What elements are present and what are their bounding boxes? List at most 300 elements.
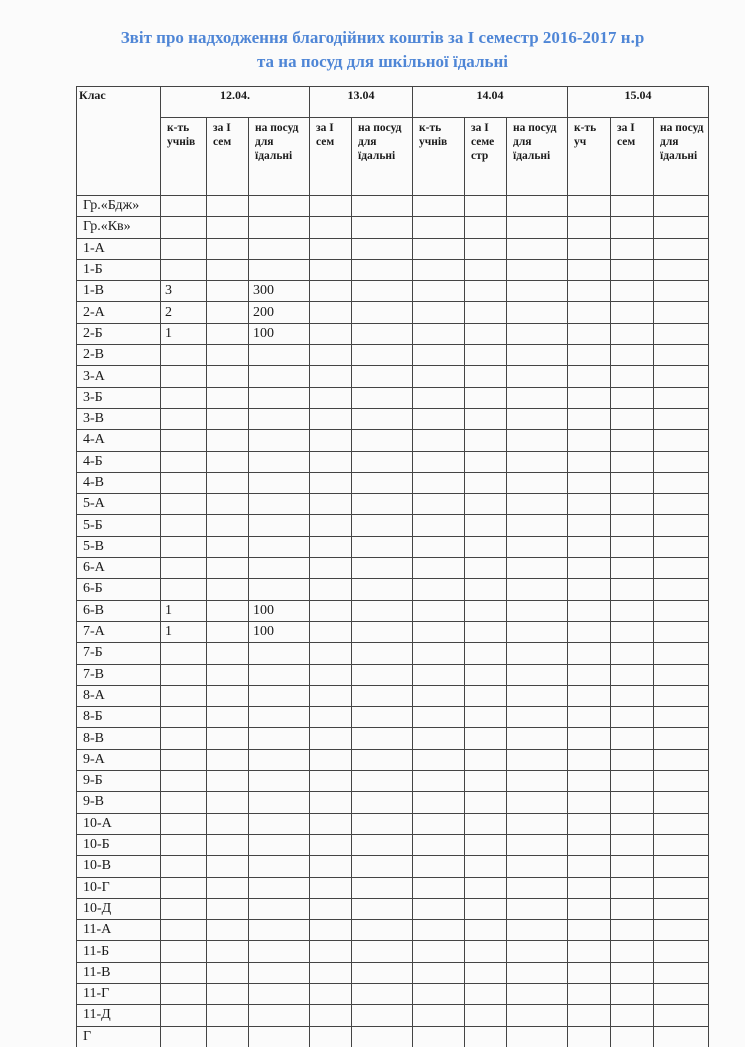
report-title [60,26,705,74]
empty-cell [568,728,611,749]
empty-cell [352,196,413,217]
empty-cell [568,983,611,1004]
empty-cell [310,920,352,941]
empty-cell [568,1026,611,1047]
student-count-cell [161,259,207,280]
class-name-cell: 2-Б [77,323,161,344]
empty-cell [654,323,709,344]
empty-cell [611,664,654,685]
table-row [77,898,709,919]
empty-cell [207,345,249,366]
empty-cell [507,856,568,877]
empty-cell [413,664,465,685]
student-count-cell [161,430,207,451]
empty-cell [465,813,507,834]
empty-cell [611,771,654,792]
empty-cell [413,962,465,983]
empty-cell [568,536,611,557]
empty-cell [413,259,465,280]
empty-cell [207,920,249,941]
empty-cell [352,217,413,238]
empty-cell [654,579,709,600]
class-name-cell: 6-В [77,600,161,621]
empty-cell [310,579,352,600]
student-count-cell [161,1005,207,1026]
empty-cell [507,685,568,706]
empty-cell [310,962,352,983]
empty-cell [207,707,249,728]
empty-cell [310,345,352,366]
empty-cell [611,962,654,983]
empty-cell [654,792,709,813]
empty-cell [352,600,413,621]
empty-cell [310,834,352,855]
empty-cell [568,643,611,664]
empty-cell [507,217,568,238]
empty-cell [654,898,709,919]
empty-cell [654,196,709,217]
class-name-cell: 10-Б [77,834,161,855]
empty-cell [352,1026,413,1047]
dishes-amount-cell [249,536,310,557]
empty-cell [465,558,507,579]
empty-cell [611,515,654,536]
empty-cell [507,451,568,472]
empty-cell [507,238,568,259]
empty-cell [465,217,507,238]
empty-cell [465,834,507,855]
empty-cell [413,707,465,728]
table-row [77,856,709,877]
empty-cell [207,600,249,621]
empty-cell [507,259,568,280]
empty-cell [465,898,507,919]
empty-cell [507,600,568,621]
empty-cell [611,813,654,834]
empty-cell [413,983,465,1004]
empty-cell [611,323,654,344]
dishes-amount-cell [249,983,310,1004]
empty-cell [413,685,465,706]
empty-cell [654,494,709,515]
table-row [77,1026,709,1047]
empty-cell [654,685,709,706]
empty-cell [507,792,568,813]
empty-cell [207,472,249,493]
table-row [77,323,709,344]
dishes-amount-cell [249,196,310,217]
empty-cell [507,472,568,493]
empty-cell [654,472,709,493]
empty-cell [413,430,465,451]
empty-cell [507,707,568,728]
dishes-amount-cell [249,792,310,813]
empty-cell [352,302,413,323]
empty-cell [465,600,507,621]
table-row [77,387,709,408]
subheader: к-ть уч [568,118,611,196]
empty-cell [507,771,568,792]
empty-cell [465,430,507,451]
empty-cell [465,259,507,280]
student-count-cell [161,579,207,600]
empty-cell [352,558,413,579]
empty-cell [507,558,568,579]
subheader: на посуд для їдальні [507,118,568,196]
empty-cell [207,749,249,770]
subheader: к-ть учнів [161,118,207,196]
empty-cell [310,196,352,217]
dishes-amount-cell [249,856,310,877]
empty-cell [207,877,249,898]
dishes-amount-cell: 100 [249,600,310,621]
student-count-cell [161,196,207,217]
empty-cell [611,1005,654,1026]
empty-cell [465,366,507,387]
empty-cell [611,856,654,877]
dishes-amount-cell: 100 [249,621,310,642]
class-name-cell: 4-А [77,430,161,451]
dishes-amount-cell [249,898,310,919]
dishes-amount-cell [249,728,310,749]
student-count-cell [161,472,207,493]
table-row [77,707,709,728]
empty-cell [568,792,611,813]
empty-cell [465,238,507,259]
student-count-cell [161,983,207,1004]
empty-cell [207,1005,249,1026]
table-row [77,600,709,621]
empty-cell [568,196,611,217]
student-count-cell [161,749,207,770]
dishes-amount-cell [249,771,310,792]
empty-cell [654,983,709,1004]
dishes-amount-cell [249,920,310,941]
student-count-cell [161,834,207,855]
empty-cell [611,451,654,472]
empty-cell [465,664,507,685]
empty-cell [352,983,413,1004]
empty-cell [568,920,611,941]
empty-cell [568,941,611,962]
empty-cell [352,856,413,877]
empty-cell [207,281,249,302]
dishes-amount-cell [249,430,310,451]
subheader: к-ть учнів [413,118,465,196]
empty-cell [413,834,465,855]
empty-cell [465,345,507,366]
empty-cell [568,664,611,685]
empty-cell [352,621,413,642]
empty-cell [207,792,249,813]
empty-cell [310,366,352,387]
empty-cell [654,728,709,749]
dishes-amount-cell [249,259,310,280]
empty-cell [413,558,465,579]
empty-cell [507,536,568,557]
empty-cell [568,345,611,366]
class-name-cell: 3-Б [77,387,161,408]
empty-cell [654,536,709,557]
dishes-amount-cell [249,387,310,408]
student-count-cell [161,941,207,962]
student-count-cell: 1 [161,600,207,621]
class-name-cell: Г [77,1026,161,1047]
empty-cell [568,323,611,344]
empty-cell [507,1026,568,1047]
table-body [77,196,709,1047]
empty-cell [568,387,611,408]
empty-cell [310,387,352,408]
empty-cell [207,430,249,451]
empty-cell [465,281,507,302]
empty-cell [413,472,465,493]
report-title-line2: та на посуд для шкільної їдальні [256,52,508,71]
empty-cell [207,771,249,792]
empty-cell [611,430,654,451]
table-row [77,238,709,259]
empty-cell [568,430,611,451]
empty-cell [611,281,654,302]
empty-cell [465,1005,507,1026]
dishes-amount-cell [249,643,310,664]
empty-cell [465,792,507,813]
empty-cell [568,600,611,621]
empty-cell [654,408,709,429]
empty-cell [507,621,568,642]
class-name-cell: 9-Б [77,771,161,792]
empty-cell [310,430,352,451]
empty-cell [413,877,465,898]
student-count-cell [161,771,207,792]
empty-cell [207,898,249,919]
empty-cell [507,196,568,217]
date-header-4: 15.04 [568,87,709,118]
empty-cell [207,238,249,259]
empty-cell [654,451,709,472]
empty-cell [310,600,352,621]
empty-cell [413,579,465,600]
table-row [77,259,709,280]
empty-cell [413,217,465,238]
empty-cell [310,558,352,579]
subheader: за І сем [207,118,249,196]
table-row [77,451,709,472]
empty-cell [611,558,654,579]
student-count-cell [161,962,207,983]
empty-cell [413,856,465,877]
empty-cell [507,345,568,366]
table-row [77,494,709,515]
empty-cell [654,345,709,366]
empty-cell [413,345,465,366]
class-name-cell: Гр.«Бдж» [77,196,161,217]
table-row [77,217,709,238]
empty-cell [207,728,249,749]
table-row [77,920,709,941]
empty-cell [568,451,611,472]
empty-cell [568,707,611,728]
empty-cell [654,856,709,877]
dishes-amount-cell: 100 [249,323,310,344]
empty-cell [568,302,611,323]
student-count-cell: 1 [161,621,207,642]
empty-cell [465,579,507,600]
table-row [77,983,709,1004]
dishes-amount-cell [249,664,310,685]
empty-cell [352,898,413,919]
empty-cell [207,515,249,536]
empty-cell [507,877,568,898]
empty-cell [568,281,611,302]
class-name-cell: 10-Д [77,898,161,919]
empty-cell [611,408,654,429]
student-count-cell [161,387,207,408]
dishes-amount-cell [249,834,310,855]
class-name-cell: 5-В [77,536,161,557]
empty-cell [207,196,249,217]
empty-cell [413,451,465,472]
empty-cell [352,771,413,792]
empty-cell [507,920,568,941]
empty-cell [465,643,507,664]
empty-cell [207,983,249,1004]
empty-cell [611,728,654,749]
student-count-cell [161,643,207,664]
student-count-cell [161,238,207,259]
empty-cell [611,834,654,855]
empty-cell [465,515,507,536]
student-count-cell [161,536,207,557]
class-name-cell: 1-Б [77,259,161,280]
empty-cell [507,813,568,834]
empty-cell [611,494,654,515]
empty-cell [352,387,413,408]
empty-cell [207,494,249,515]
empty-cell [207,408,249,429]
student-count-cell [161,898,207,919]
class-name-cell: 10-Г [77,877,161,898]
empty-cell [207,302,249,323]
empty-cell [568,515,611,536]
empty-cell [413,238,465,259]
empty-cell [413,366,465,387]
table-row [77,728,709,749]
student-count-cell [161,856,207,877]
empty-cell [611,366,654,387]
class-name-cell: 7-А [77,621,161,642]
dishes-amount-cell [249,217,310,238]
empty-cell [207,1026,249,1047]
empty-cell [654,813,709,834]
empty-cell [207,813,249,834]
dishes-amount-cell [249,813,310,834]
empty-cell [413,792,465,813]
empty-cell [310,323,352,344]
empty-cell [611,621,654,642]
empty-cell [207,941,249,962]
empty-cell [310,472,352,493]
student-count-cell [161,792,207,813]
empty-cell [413,515,465,536]
dishes-amount-cell: 200 [249,302,310,323]
empty-cell [413,281,465,302]
empty-cell [352,962,413,983]
empty-cell [654,920,709,941]
empty-cell [507,834,568,855]
empty-cell [507,302,568,323]
empty-cell [310,749,352,770]
empty-cell [654,430,709,451]
empty-cell [310,515,352,536]
table-row [77,877,709,898]
empty-cell [568,1005,611,1026]
class-name-cell: 8-Б [77,707,161,728]
subheader: на посуд для їдальні [654,118,709,196]
table-row [77,472,709,493]
empty-cell [310,281,352,302]
empty-cell [611,643,654,664]
empty-cell [310,302,352,323]
empty-cell [207,217,249,238]
table-row [77,771,709,792]
class-name-cell: 9-В [77,792,161,813]
empty-cell [465,749,507,770]
empty-cell [352,281,413,302]
subheader: на посуд для їдальні [249,118,310,196]
empty-cell [611,536,654,557]
student-count-cell [161,345,207,366]
empty-cell [352,579,413,600]
empty-cell [413,621,465,642]
empty-cell [611,387,654,408]
empty-cell [352,451,413,472]
student-count-cell [161,920,207,941]
dishes-amount-cell [249,941,310,962]
empty-cell [507,749,568,770]
empty-cell [413,749,465,770]
empty-cell [207,366,249,387]
empty-cell [654,749,709,770]
empty-cell [611,920,654,941]
subheader: за І сем [310,118,352,196]
empty-cell [654,238,709,259]
empty-cell [310,685,352,706]
table-row [77,536,709,557]
table-row [77,345,709,366]
class-name-cell: 11-Б [77,941,161,962]
empty-cell [207,856,249,877]
class-name-cell: 3-А [77,366,161,387]
table-row [77,792,709,813]
empty-cell [352,941,413,962]
empty-cell [654,941,709,962]
empty-cell [352,834,413,855]
empty-cell [413,771,465,792]
empty-cell [310,898,352,919]
empty-cell [654,643,709,664]
empty-cell [413,643,465,664]
empty-cell [654,366,709,387]
empty-cell [654,771,709,792]
empty-cell [352,1005,413,1026]
empty-cell [568,877,611,898]
dishes-amount-cell [249,515,310,536]
empty-cell [207,558,249,579]
empty-cell [413,813,465,834]
empty-cell [654,515,709,536]
empty-cell [207,579,249,600]
